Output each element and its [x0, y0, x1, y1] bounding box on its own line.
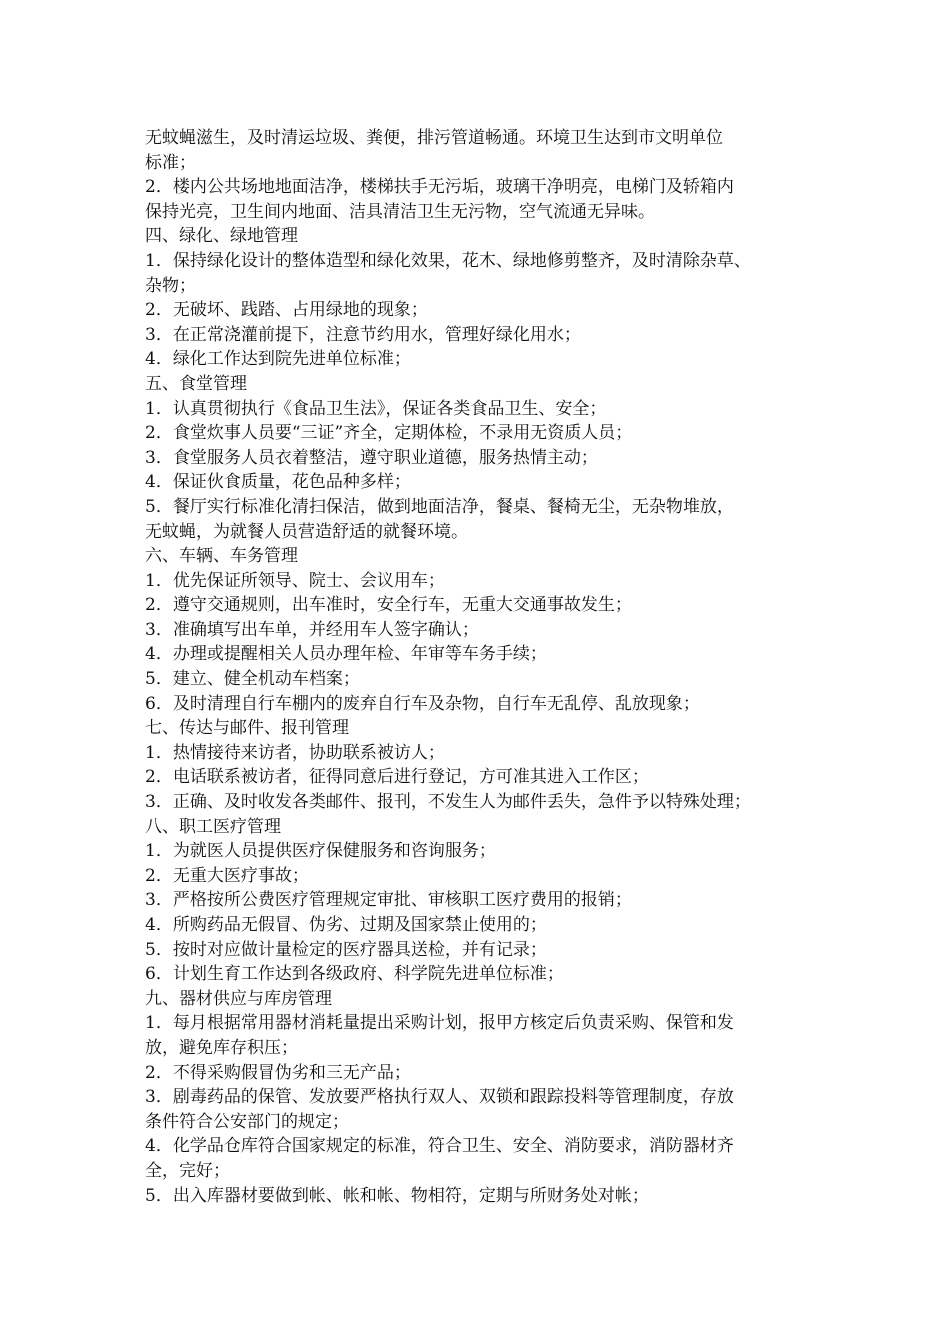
text-line: 杂物； [145, 275, 196, 296]
text-line: 5．按时对应做计量检定的医疗器具送检，并有记录； [145, 939, 547, 960]
text-line: 4．保证伙食质量，花色品种多样； [145, 472, 411, 493]
text-line: 1．每月根据常用器材消耗量提出采购计划，报甲方核定后负责采购、保管和发 [145, 1013, 734, 1034]
text-line: 2．食堂炊事人员要“三证”齐全，定期体检，不录用无资质人员； [145, 423, 633, 444]
text-line: 1．热情接待来访者，协助联系被访人； [145, 742, 445, 763]
text-line: 无蚊蝇，为就餐人员营造舒适的就餐环境。 [145, 521, 468, 542]
text-line: 保持光亮，卫生间内地面、洁具清洁卫生无污物，空气流通无异味。 [145, 201, 655, 222]
text-line: 3．剧毒药品的保管、发放要严格执行双人、双锁和跟踪投料等管理制度，存放 [145, 1087, 734, 1108]
text-line: 1．优先保证所领导、院士、会议用车； [145, 570, 445, 591]
text-line: 5．建立、健全机动车档案； [145, 669, 360, 690]
text-line: 3．正确、及时收发各类邮件、报刊，不发生人为邮件丢失，急件予以特殊处理； [145, 792, 751, 813]
text-line: 1．为就医人员提供医疗保健服务和咨询服务； [145, 841, 496, 862]
text-line: 七、传达与邮件、报刊管理 [145, 718, 349, 739]
text-line: 3．食堂服务人员衣着整洁，遵守职业道德，服务热情主动； [145, 447, 598, 468]
text-line: 条件符合公安部门的规定； [145, 1111, 349, 1132]
text-line: 标准； [145, 152, 196, 173]
text-line: 2．电话联系被访者，征得同意后进行登记，方可准其进入工作区； [145, 767, 649, 788]
text-line: 1．保持绿化设计的整体造型和绿化效果，花木、绿地修剪整齐，及时清除杂草、 [145, 250, 751, 271]
text-line: 全，完好； [145, 1160, 230, 1181]
text-line: 无蚊蝇滋生，及时清运垃圾、粪便，排污管道畅通。环境卫生达到市文明单位 [145, 128, 723, 148]
text-line: 4．办理或提醒相关人员办理年检、年审等车务手续； [145, 644, 547, 665]
text-line: 1．认真贯彻执行《食品卫生法》，保证各类食品卫生、安全； [145, 398, 607, 419]
text-line: 2．不得采购假冒伪劣和三无产品； [145, 1062, 411, 1083]
text-line: 五、食堂管理 [145, 373, 247, 394]
text-line: 4．化学品仓库符合国家规定的标准，符合卫生、安全、消防要求，消防器材齐 [145, 1136, 734, 1157]
text-line: 2．楼内公共场地地面洁净，楼梯扶手无污垢，玻璃干净明亮，电梯门及轿箱内 [145, 177, 734, 198]
text-line: 4．所购药品无假冒、伪劣、过期及国家禁止使用的； [145, 915, 547, 935]
text-line: 4．绿化工作达到院先进单位标准； [145, 349, 411, 370]
text-line: 5．出入库器材要做到帐、帐和帐、物相符，定期与所财务处对帐； [145, 1185, 649, 1206]
text-line: 六、车辆、车务管理 [145, 546, 298, 567]
text-line: 2．无破坏、践踏、占用绿地的现象； [145, 300, 428, 321]
text-line: 八、职工医疗管理 [145, 816, 281, 837]
text-line: 放，避免库存积压； [145, 1037, 298, 1058]
text-line: 3．准确填写出车单，并经用车人签字确认； [145, 619, 479, 640]
text-line: 九、器材供应与库房管理 [145, 988, 332, 1009]
text-line: 6．计划生育工作达到各级政府、科学院先进单位标准； [145, 964, 564, 985]
text-line: 2．遵守交通规则，出车准时，安全行车，无重大交通事故发生； [145, 595, 632, 616]
text-line: 3．在正常浇灌前提下，注意节约用水，管理好绿化用水； [145, 324, 581, 345]
text-line: 3．严格按所公费医疗管理规定审批、审核职工医疗费用的报销； [145, 890, 632, 911]
text-line: 2．无重大医疗事故； [145, 865, 309, 886]
document-body [145, 126, 825, 1208]
text-line: 四、绿化、绿地管理 [145, 226, 298, 247]
text-line: 6．及时清理自行车棚内的废弃自行车及杂物，自行车无乱停、乱放现象； [145, 693, 700, 714]
text-line: 5．餐厅实行标准化清扫保洁，做到地面洁净，餐桌、餐椅无尘，无杂物堆放， [145, 496, 734, 517]
